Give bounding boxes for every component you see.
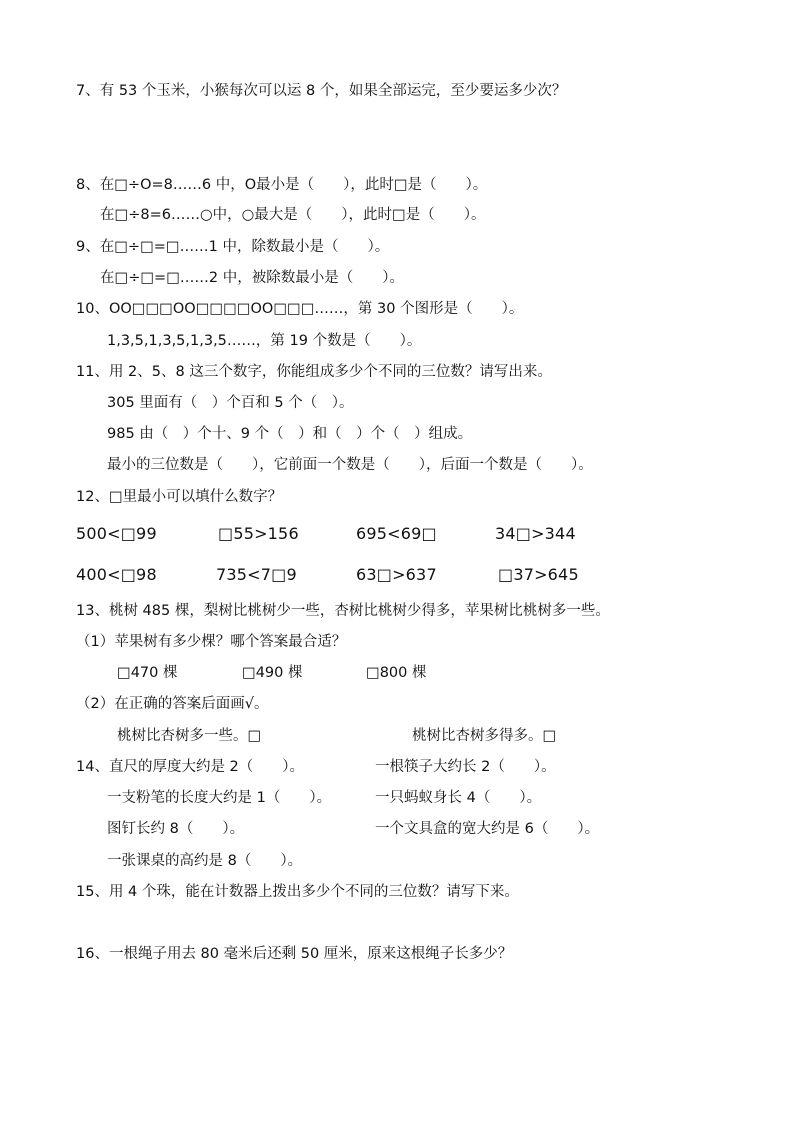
question-14-item: 一个文具盒的宽大约是 6（ ）。 [375,821,600,837]
question-14-item: 一张课桌的高约是 8（ ）。 [107,853,303,869]
answer-option[interactable]: □800 棵 [366,665,427,681]
question-14-item: 一根筷子大约长 2（ ）。 [375,759,556,775]
question-14-item: 14、直尺的厚度大约是 2（ ）。 [76,759,305,775]
question-14-item: 一只蚂蚁身长 4（ ）。 [375,790,542,806]
inequality-item: □55>156 [218,524,299,543]
inequality-item: □37>645 [498,565,579,584]
inequality-item: 400<□98 [76,565,157,584]
question-13-part-1: （1）苹果树有多少棵？哪个答案最合适？ [76,634,347,650]
question-11-part-a: 305 里面有（ ）个百和 5 个（ ）。 [107,395,354,411]
question-9-part-a: 9、在□÷□=□……1 中，除数最小是（ ）。 [76,239,390,255]
question-8-part-a: 8、在□÷O=8……6 中，O最小是（ ），此时□是（ ）。 [76,177,488,193]
inequality-item: 695<69□ [356,524,437,543]
inequality-item: 735<7□9 [216,565,297,584]
answer-option[interactable]: □490 棵 [242,665,303,681]
question-11: 11、用 2、5、8 这三个数字，你能组成多少个不同的三位数？请写出来。 [76,364,552,380]
inequality-item: 63□>637 [356,565,437,584]
question-14-item: 一支粉笔的长度大约是 1（ ）。 [107,790,332,806]
question-11-part-b: 985 由（ ）个十、9 个（ ）和（ ）个（ ）组成。 [107,426,473,442]
question-15: 15、用 4 个珠，能在计数器上拨出多少个不同的三位数？请写下来。 [76,884,519,900]
answer-option[interactable]: □470 棵 [117,665,178,681]
answer-choice[interactable]: 桃树比杏树多一些。□ [117,728,262,744]
question-12: 12、□里最小可以填什么数字？ [76,489,283,505]
answer-choice[interactable]: 桃树比杏树多得多。□ [412,728,557,744]
question-7: 7、有 53 个玉米，小猴每次可以运 8 个，如果全部运完，至少要运多少次？ [76,83,567,99]
question-14-item: 图钉长约 8（ ）。 [107,821,245,837]
question-10-part-a: 10、OO□□□OO□□□□OO□□□……，第 30 个图形是（ ）。 [76,301,524,317]
question-13: 13、桃树 485 棵，梨树比桃树少一些，杏树比桃树少得多，苹果树比桃树多一些。 [76,603,610,619]
question-11-part-c: 最小的三位数是（ ），它前面一个数是（ ），后面一个数是（ ）。 [107,457,593,473]
question-13-part-2: （2）在正确的答案后面画√。 [76,696,269,712]
inequality-item: 500<□99 [76,524,157,543]
question-16: 16、一根绳子用去 80 毫米后还剩 50 厘米，原来这根绳子长多少？ [76,946,513,962]
question-9-part-b: 在□÷□=□……2 中，被除数最小是（ ）。 [100,270,404,286]
question-8-part-b: 在□÷8=6……○中，○最大是（ ），此时□是（ ）。 [100,207,486,223]
question-10-part-b: 1,3,5,1,3,5,1,3,5……，第 19 个数是（ ）。 [107,333,422,349]
inequality-item: 34□>344 [495,524,576,543]
